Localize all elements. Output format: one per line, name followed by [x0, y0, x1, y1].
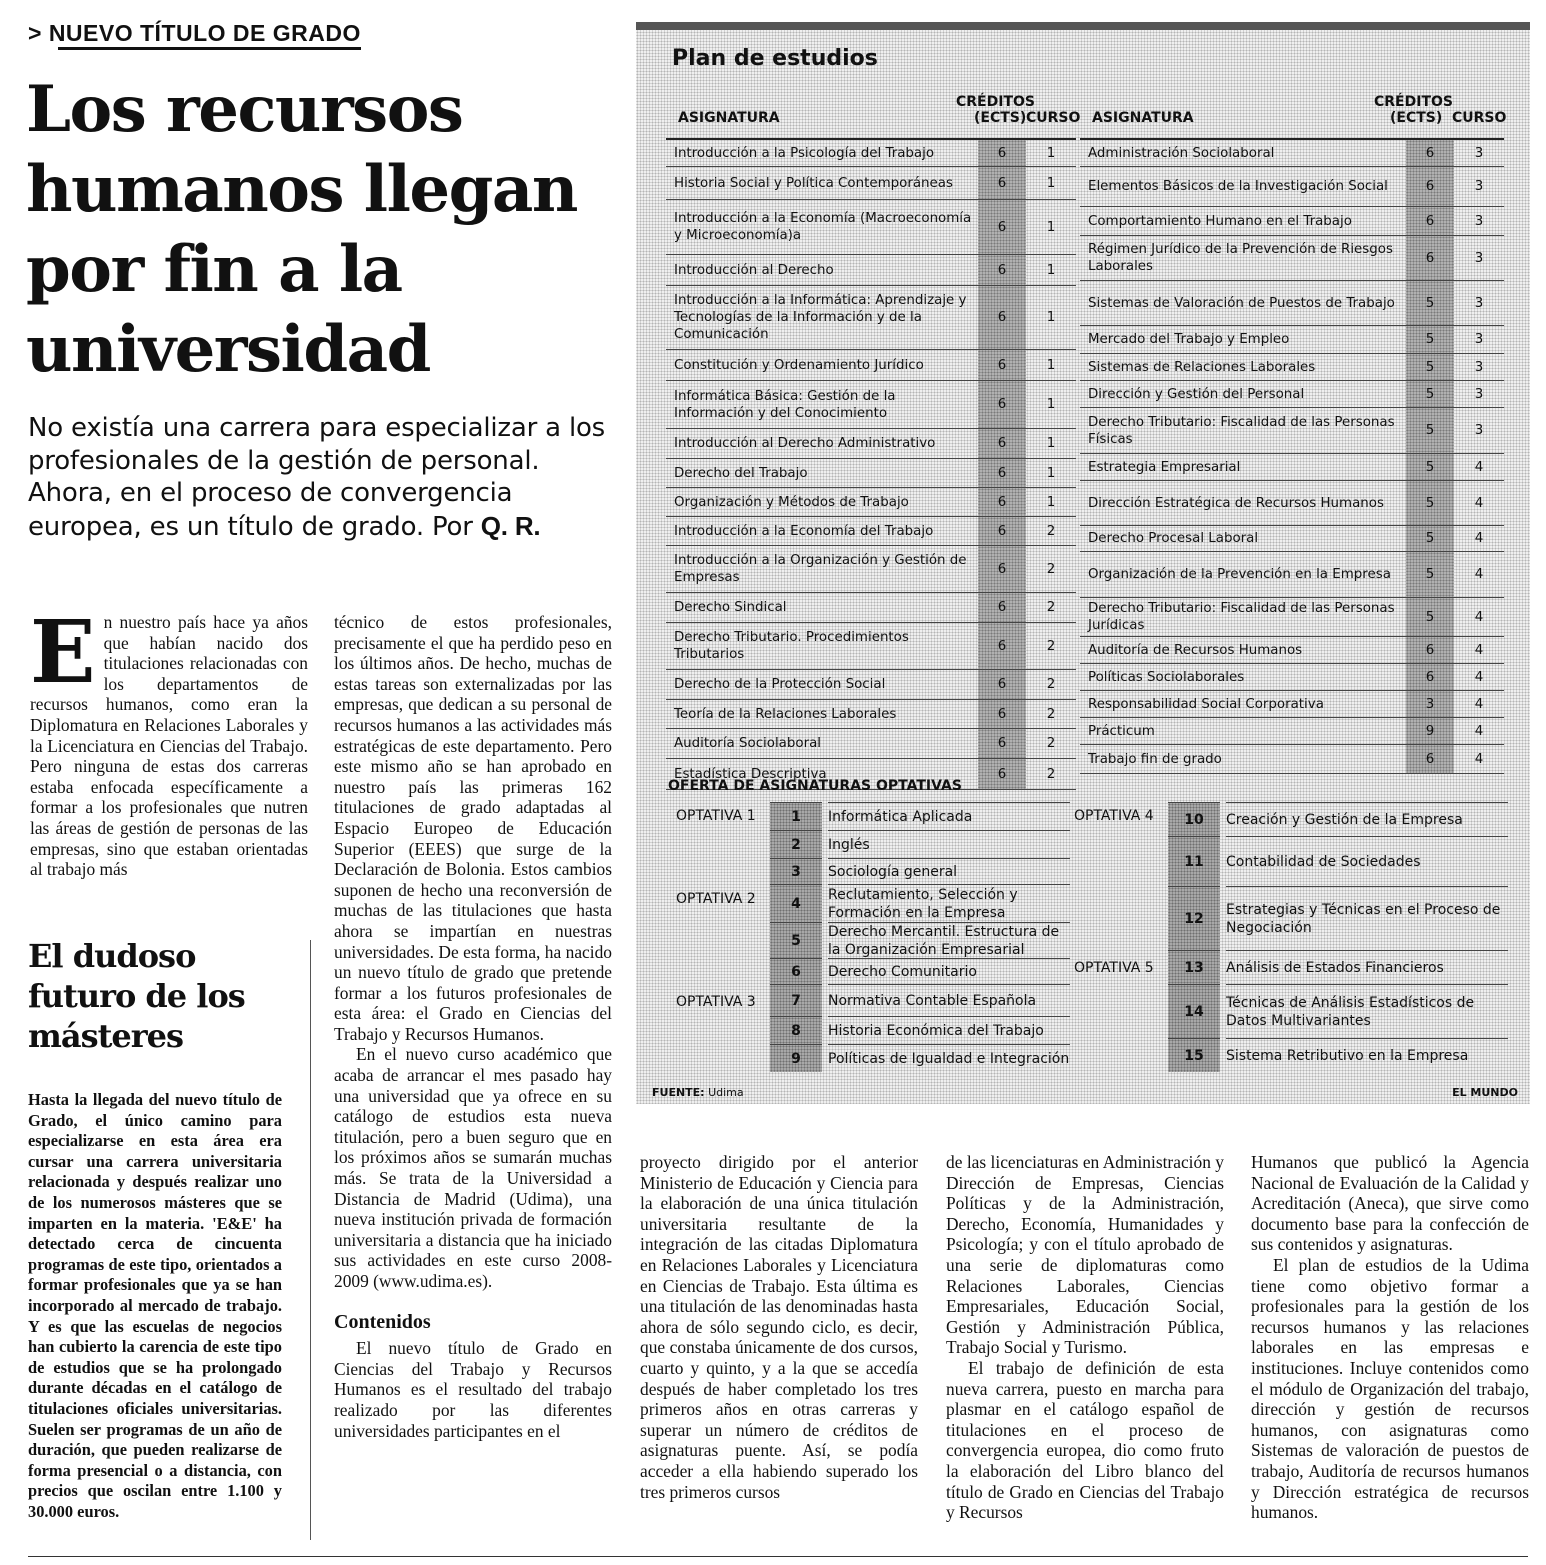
optativa-number: 6 [770, 958, 822, 984]
curso-value: 3 [1474, 332, 1484, 347]
group-label-optativa-3: OPTATIVA 3 [676, 994, 756, 1010]
subject-name: Auditoría de Recursos Humanos [1088, 642, 1303, 658]
optativa-number: 1 [770, 802, 822, 830]
article-text-1: n nuestro país hace ya años que habían nacido dos titulaciones relacionadas con los departamentos de recursos humanos, como eran la Diplomatura en Relaciones Laborales y la Licenciatura en Ciencias del Trabajo. Pero ninguna de estas dos carreras estaba enfocada específicamente a formar a los profesionales que nutren las áreas de gestión de personas de las empresas, sino que estaban orientadas al trabajo más [30, 612, 308, 880]
curso-value: 1 [1046, 397, 1056, 412]
ects-value: 6 [978, 593, 1026, 622]
subject-name: Derecho Procesal Laboral [1088, 531, 1259, 546]
plan-row [1080, 454, 1504, 481]
ects-value: 6 [978, 517, 1026, 545]
optativa-number: 10 [1168, 802, 1220, 836]
headline-line-1: Los recursos [26, 72, 463, 147]
source-label: FUENTE: [652, 1086, 705, 1099]
ects-value: 6 [978, 200, 1026, 254]
optativas-title: OFERTA DE ASIGNATURAS OPTATIVAS [668, 778, 962, 794]
subject-name: Constitución y Ordenamiento Jurídico [674, 357, 924, 373]
curso-value: 2 [1046, 736, 1056, 751]
headline-line-3: por fin a la [26, 232, 402, 307]
optativa-name: Análisis de Estados Financieros [1226, 950, 1508, 984]
plan-row [1080, 381, 1504, 408]
subject-name: Elementos Básicos de la Investigación Social [1088, 179, 1388, 194]
curso-value: 1 [1046, 436, 1056, 451]
plan-row [1080, 481, 1504, 526]
curso-value: 2 [1046, 766, 1056, 782]
subject-name: Administración Sociolaboral [1088, 145, 1275, 161]
headline-line-4: universidad [26, 312, 430, 387]
section-kicker [28, 20, 361, 47]
subject-name: Políticas Sociolaborales [1088, 669, 1245, 685]
optativa-name: Políticas de Igualdad e Integración [828, 1044, 1070, 1072]
subject-name: Introducción a la Economía (Macroeconomía y Microeconomía)a [674, 211, 972, 243]
curso-value: 4 [1474, 495, 1484, 511]
subject-name: Organización de la Prevención en la Empresa [1088, 567, 1391, 582]
subject-name: Derecho Tributario: Fiscalidad de las Personas Jurídicas [1088, 601, 1395, 633]
optativa-item [1168, 984, 1508, 1038]
panel-top-bar [636, 22, 1530, 30]
header-credits: CRÉDITOS [956, 94, 1035, 110]
ects-value: 6 [978, 381, 1026, 428]
curso-value: 4 [1474, 669, 1484, 685]
plan-row [666, 593, 1076, 623]
header-year: CURSO [1026, 110, 1081, 126]
ects-value: 6 [1406, 236, 1454, 280]
optativa-item [770, 1016, 1070, 1044]
group-label-optativa-4: OPTATIVA 4 [1074, 808, 1154, 824]
optativa-number: 7 [770, 984, 822, 1016]
optativa-name: Historia Económica del Trabajo [828, 1016, 1070, 1044]
plan-row [666, 488, 1076, 517]
subject-name: Organización y Métodos de Trabajo [674, 494, 909, 510]
plan-row [666, 670, 1076, 700]
plan-table-right [1080, 94, 1507, 774]
subject-name: Introducción al Derecho [674, 262, 834, 278]
plan-row [1080, 167, 1504, 207]
optativa-number: 11 [1168, 836, 1220, 886]
ects-value: 5 [1406, 326, 1454, 353]
optativa-number: 13 [1168, 950, 1220, 984]
ects-value: 6 [978, 700, 1026, 728]
optativa-item [1168, 1038, 1508, 1072]
header-subject: ASIGNATURA [1092, 110, 1194, 126]
optativa-item [770, 984, 1070, 1016]
ects-value: 6 [978, 759, 1026, 789]
plan-row [666, 517, 1076, 546]
curso-value: 4 [1474, 531, 1484, 546]
ects-value: 6 [1406, 637, 1454, 663]
article-paragraph: El nuevo título de Grado en Ciencias del Trabajo y Recursos Humanos es el resultado del trabajo realizado por las diferentes universidades participantes en el [334, 1338, 612, 1441]
optativa-number: 4 [770, 884, 822, 922]
optativa-item [770, 858, 1070, 884]
optativa-name: Sociología general [828, 858, 1070, 884]
curso-value: 2 [1046, 706, 1056, 722]
plan-rows-right [1080, 140, 1504, 774]
headline-line-2: humanos llegan [26, 152, 577, 227]
optativa-item [1168, 886, 1508, 950]
curso-value: 1 [1046, 262, 1056, 278]
sidebar-body: Hasta la llegada del nuevo título de Grado, el único camino para especializarse en esta área era cursar una carrera universitaria relacionada y después realizar uno de los numerosos másteres que se imparten en la materia. 'E&E' ha detectado cerca de cincuenta programas de este tipo, orientados a formar profesionales que ya se han incorporado al mercado de trabajo. Y es que las escuelas de negocios han cubierto la carencia de este tipo de estudios que se ha prolongado durante décadas en el catálogo de titulaciones oficiales universitarias. Suelen ser programas de un año de duración, que pueden realizarse de forma presencial o a distancia, con precios que oscilan entre 1.100 y 30.000 euros. [28, 1090, 282, 1521]
subject-name: Introducción a la Informática: Aprendizaje y Tecnologías de la Información y de la Comunicación [674, 293, 967, 342]
plan-row [666, 350, 1076, 381]
optativa-item [1168, 802, 1508, 836]
subject-name: Derecho Tributario: Fiscalidad de las Personas Físicas [1088, 414, 1395, 447]
source-name: Udima [708, 1086, 744, 1099]
curso-value: 1 [1046, 465, 1056, 481]
article-paragraph: El plan de estudios de la Udima tiene como objetivo formar a profesionales para la gestión de los recursos humanos y las relaciones laborales en las empresas e instituciones. Incluye contenidos como el módulo de Organización del trabajo, dirección y gestión de recursos humanos, con asignaturas como Sistemas de valoración de puestos de trabajo, Auditoría de recursos humanos y Dirección estratégica de recursos humanos. [1251, 1254, 1529, 1523]
ects-value: 6 [1406, 664, 1454, 690]
ects-value: 5 [1406, 454, 1454, 480]
ects-value: 5 [1406, 408, 1454, 453]
plan-row [666, 429, 1076, 459]
ects-value: 9 [1406, 718, 1454, 744]
subject-name: Derecho de la Protección Social [674, 677, 886, 692]
optativa-name: Creación y Gestión de la Empresa [1226, 802, 1508, 836]
ects-value: 6 [978, 255, 1026, 285]
subject-name: Estrategia Empresarial [1088, 459, 1241, 475]
article-column-3 [640, 1152, 918, 1502]
plan-row [666, 167, 1076, 200]
optativa-number: 5 [770, 922, 822, 958]
ects-value: 6 [978, 546, 1026, 592]
subject-name: Informática Básica: Gestión de la Información y del Conocimiento [674, 388, 896, 421]
plan-table-left [666, 94, 1081, 790]
plan-row [1080, 236, 1504, 281]
article-paragraph: técnico de estos profesionales, precisamente el que ha perdido peso en los últimos años. De hecho, muchas de estas tareas son externalizadas por las empresas, que dedican a su personal de recursos humanos a las actividades más estratégicas de este departamento. Pero este mismo año se han aprobado en nuestro país las primeras 162 titulaciones de grado adaptadas al Espacio Europeo de Educación Superior (EEES) que surge de la Declaración de Bolonia. Estos cambios suponen de hecho una reconversión de muchas de las titulaciones que hasta ahora se impartían en nuestras universidades. De esta forma, ha nacido un nuevo título de grado que pretende formar a los futuros profesionales de esta área: el Grado en Ciencias del Trabajo y Recursos Humanos. [334, 612, 612, 1044]
curso-value: 3 [1474, 179, 1484, 194]
curso-value: 1 [1046, 219, 1056, 235]
curso-value: 4 [1474, 723, 1484, 739]
optativa-number: 9 [770, 1044, 822, 1072]
subject-name: Sistemas de Valoración de Puestos de Trabajo [1088, 295, 1395, 311]
sidebar-title: El dudoso futuro de los másteres [28, 937, 245, 1055]
optativa-name: Estrategias y Técnicas en el Proceso de Negociación [1226, 886, 1508, 950]
curso-value: 2 [1046, 638, 1056, 654]
plan-row [1080, 281, 1504, 326]
plan-row [666, 546, 1076, 593]
plan-row [1080, 691, 1504, 718]
optativa-name: Inglés [828, 830, 1070, 858]
plan-row [1080, 526, 1504, 552]
curso-value: 3 [1474, 386, 1484, 402]
plan-row [666, 200, 1076, 255]
ects-value: 5 [1406, 281, 1454, 325]
study-plan-panel [636, 22, 1530, 1104]
kicker-text: > NUEVO TÍTULO DE GRADO [28, 20, 361, 46]
ects-value: 3 [1406, 691, 1454, 717]
ects-value: 6 [1406, 140, 1454, 166]
plan-row [1080, 140, 1504, 167]
curso-value: 4 [1474, 751, 1484, 767]
plan-row [1080, 207, 1504, 236]
article-paragraph: proyecto dirigido por el anterior Ministerio de Educación y Ciencia para la elaboración de una única titulación universitaria resultante de la integración de las citadas Diplomatura en Relaciones Laborales y Licenciatura en Ciencias de Trabajo. Esta última es una titulación de las denominadas hasta ahora de sólo segundo ciclo, es decir, que constaba únicamente de dos cursos, cuarto y quinto, y a la que se accedía después de haber completado los tres primeros años en otras carreras y superar un número de créditos de asignaturas puente. Así, se podía acceder a ella habiendo superado los tres primeros cursos [640, 1152, 918, 1502]
optativa-item [1168, 950, 1508, 984]
curso-value: 3 [1474, 423, 1484, 438]
subject-name: Introducción al Derecho Administrativo [674, 436, 936, 451]
curso-value: 4 [1474, 609, 1484, 625]
optativa-number: 15 [1168, 1038, 1220, 1072]
subject-name: Derecho del Trabajo [674, 465, 808, 481]
plan-row [1080, 552, 1504, 598]
plan-row [1080, 745, 1504, 774]
curso-value: 3 [1474, 213, 1484, 229]
plan-row [666, 729, 1076, 759]
ects-value: 6 [1406, 167, 1454, 206]
header-ects: (ECTS) [974, 110, 1027, 126]
optativa-item [770, 830, 1070, 858]
subject-name: Introducción a la Organización y Gestión de Empresas [674, 553, 967, 585]
optativa-item [1168, 836, 1508, 886]
plan-row [1080, 664, 1504, 691]
subject-name: Estadística Descriptiva [674, 766, 827, 782]
header-ects: (ECTS) [1390, 110, 1443, 126]
plan-row [1080, 637, 1504, 664]
curso-value: 4 [1474, 567, 1484, 582]
plan-title: Plan de estudios [672, 46, 878, 71]
ects-value: 6 [978, 729, 1026, 758]
article-paragraph: Humanos que publicó la Agencia Nacional de Evaluación de la Calidad y Acreditación (Aneca), que sirve como documento base para la confección de sus contenidos y asignaturas. [1251, 1152, 1529, 1255]
curso-value: 1 [1046, 357, 1056, 373]
ects-value: 6 [1406, 207, 1454, 235]
subhead-contenidos: Contenidos [334, 1310, 431, 1333]
subject-name: Trabajo fin de grado [1088, 751, 1222, 767]
drop-cap: E [30, 602, 96, 703]
article-paragraph: En el nuevo curso académico que acaba de arrancar el mes pasado hay una universidad que ya ofrece en su catálogo de estudios esta nueva titulación, pero a buen seguro que en los próximos años se sumarán muchas más. Se trata de la Universidad a Distancia de Madrid (Udima), una nueva institución privada de formación universitaria a distancia que ha iniciado sus actividades en este curso 2008-2009 (www.udima.es). [334, 1044, 612, 1291]
optativa-item [770, 1044, 1070, 1072]
subject-name: Dirección y Gestión del Personal [1088, 386, 1305, 402]
sidebar-divider [310, 940, 311, 1540]
ects-value: 5 [1406, 598, 1454, 636]
article-column-2 [334, 612, 612, 1441]
curso-value: 1 [1046, 145, 1056, 161]
ects-value: 5 [1406, 381, 1454, 407]
subject-name: Dirección Estratégica de Recursos Humanos [1088, 495, 1384, 511]
ects-value: 6 [978, 286, 1026, 349]
plan-row [666, 286, 1076, 350]
plan-row [1080, 718, 1504, 745]
optativa-item [770, 884, 1070, 922]
curso-value: 3 [1474, 250, 1484, 266]
subject-name: Introducción a la Economía del Trabajo [674, 523, 934, 539]
subject-name: Auditoría Sociolaboral [674, 736, 822, 751]
subject-name: Sistemas de Relaciones Laborales [1088, 359, 1316, 375]
byline: Q. R. [480, 510, 541, 541]
page-bottom-rule [28, 1556, 1528, 1557]
headline [26, 70, 616, 390]
ects-value: 6 [978, 140, 1026, 166]
subject-name: Derecho Sindical [674, 600, 787, 615]
curso-value: 3 [1474, 295, 1484, 311]
plan-row [666, 623, 1076, 670]
optativa-number: 12 [1168, 886, 1220, 950]
ects-value: 6 [978, 459, 1026, 487]
subject-name: Responsabilidad Social Corporativa [1088, 696, 1324, 712]
optativa-name: Derecho Mercantil. Estructura de la Organización Empresarial [828, 922, 1070, 958]
header-year: CURSO [1452, 110, 1507, 126]
curso-value: 3 [1474, 145, 1484, 161]
article-column-5 [1251, 1152, 1529, 1523]
dek-text: No existía una carrera para especializar a los profesionales de la gestión de personal. Ahora, en el proceso de convergencia europea, es un título de grado. Por [28, 413, 606, 542]
curso-value: 2 [1046, 561, 1056, 577]
optativa-name: Sistema Retributivo en la Empresa [1226, 1038, 1508, 1072]
curso-value: 1 [1046, 310, 1056, 325]
ects-value: 5 [1406, 481, 1454, 525]
optativa-name: Normativa Contable Española [828, 984, 1070, 1016]
kicker-underline [58, 47, 361, 50]
plan-row [666, 459, 1076, 488]
subject-name: Teoría de la Relaciones Laborales [674, 706, 897, 722]
plan-row [1080, 408, 1504, 454]
ects-value: 6 [978, 350, 1026, 380]
curso-value: 4 [1474, 642, 1484, 658]
optativa-number: 8 [770, 1016, 822, 1044]
ects-value: 6 [1406, 745, 1454, 773]
optativa-number: 14 [1168, 984, 1220, 1038]
optativa-name: Técnicas de Análisis Estadísticos de Datos Multivariantes [1226, 984, 1508, 1038]
table-header [1080, 94, 1507, 140]
optativa-number: 3 [770, 858, 822, 884]
plan-rows-left [666, 140, 1076, 790]
ects-value: 6 [978, 429, 1026, 458]
optativa-name: Informática Aplicada [828, 802, 1070, 830]
ects-value: 5 [1406, 552, 1454, 597]
ects-value: 6 [978, 488, 1026, 516]
curso-value: 2 [1046, 677, 1056, 692]
dek [28, 412, 608, 543]
header-subject: ASIGNATURA [678, 110, 780, 126]
curso-value: 3 [1474, 359, 1484, 375]
curso-value: 4 [1474, 459, 1484, 475]
plan-row [666, 255, 1076, 286]
optativa-item [770, 958, 1070, 984]
subject-name: Introducción a la Psicología del Trabajo [674, 145, 935, 161]
optativa-name: Contabilidad de Sociedades [1226, 836, 1508, 886]
group-label-optativa-2: OPTATIVA 2 [676, 891, 756, 907]
article-paragraph: El trabajo de definición de esta nueva carrera, puesto en marcha para plasmar en el catálogo español de titulaciones en el proceso de convergencia europea, dio como fruto la elaboración del Libro blanco del título de Grado en Ciencias del Trabajo y Recursos [946, 1357, 1224, 1523]
subject-name: Historia Social y Política Contemporáneas [674, 175, 953, 191]
article-column-1 [30, 602, 308, 880]
optativa-name: Reclutamiento, Selección y Formación en la Empresa [828, 884, 1070, 922]
ects-value: 5 [1406, 526, 1454, 551]
plan-row [1080, 598, 1504, 637]
article-paragraph: de las licenciaturas en Administración y Dirección de Empresas, Ciencias Políticas y de la Administración, Derecho, Economía, Humanidades y Psicología; y con el título aprobado de una serie de diplomaturas como Relaciones Laborales, Ciencias Empresariales, Educación Social, Gestión y Administración Pública, Trabajo Social y Turismo. [946, 1152, 1224, 1358]
source-note [652, 1086, 744, 1099]
header-credits: CRÉDITOS [1374, 94, 1453, 110]
curso-value: 2 [1046, 523, 1056, 539]
subject-name: Prácticum [1088, 723, 1155, 739]
optativa-item [770, 922, 1070, 958]
optativa-name: Derecho Comunitario [828, 958, 1070, 984]
optativa-item [770, 802, 1070, 830]
subject-name: Derecho Tributario. Procedimientos Tributarios [674, 630, 909, 662]
curso-value: 1 [1046, 494, 1056, 510]
subject-name: Mercado del Trabajo y Empleo [1088, 332, 1290, 347]
subject-name: Régimen Jurídico de la Prevención de Riesgos Laborales [1088, 242, 1393, 274]
plan-row [1080, 326, 1504, 354]
ects-value: 5 [1406, 354, 1454, 380]
table-header [666, 94, 1081, 140]
ects-value: 6 [978, 623, 1026, 669]
ects-value: 6 [978, 670, 1026, 699]
publication-brand: EL MUNDO [1452, 1086, 1518, 1099]
curso-value: 1 [1046, 175, 1056, 191]
ects-value: 6 [978, 167, 1026, 199]
group-label-optativa-5: OPTATIVA 5 [1074, 960, 1154, 976]
optativa-number: 2 [770, 830, 822, 858]
article-column-4 [946, 1152, 1224, 1523]
plan-row [666, 700, 1076, 729]
subject-name: Comportamiento Humano en el Trabajo [1088, 213, 1352, 229]
plan-row [666, 381, 1076, 429]
plan-row [666, 140, 1076, 167]
curso-value: 2 [1046, 600, 1056, 615]
plan-row [1080, 354, 1504, 381]
curso-value: 4 [1474, 696, 1484, 712]
group-label-optativa-1: OPTATIVA 1 [676, 808, 756, 824]
